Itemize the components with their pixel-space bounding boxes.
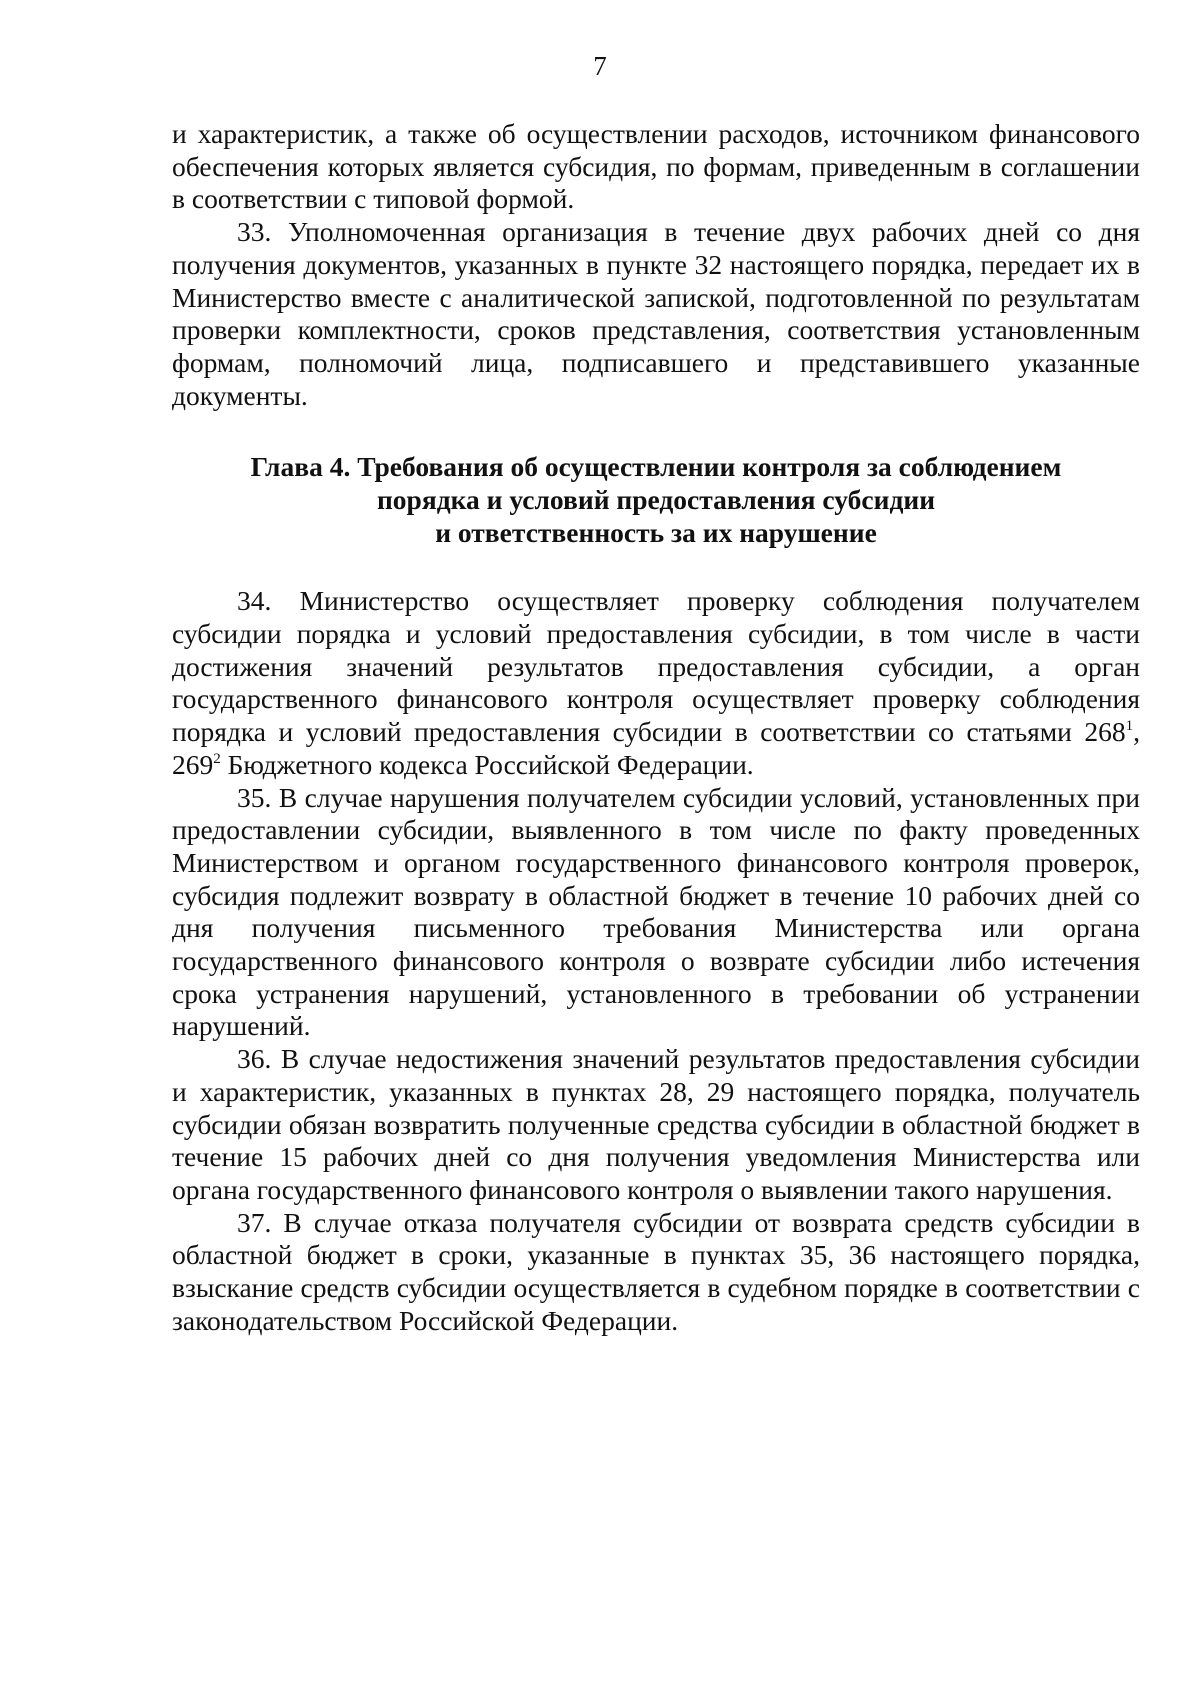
paragraph-continuation: и характеристик, а также об осуществлении расходов, источником финансового обеспечения которых является субсидия, по формам, приведенным в соглашении в соответствии с типовой формой. bbox=[172, 118, 1140, 215]
paragraph-37: 37. В случае отказа получателя субсидии от возврата средств субсидии в областной бюджет в сроки, указанные в пунктах 35, 36 настоящего порядка, взыскание средств субсидии осуществляется в судебном порядке в соответствии с законодательством Российской Федерации. bbox=[172, 1206, 1140, 1336]
paragraph-33: 33. Уполномоченная организация в течение двух рабочих дней со дня получения документов, указанных в пункте 32 настоящего порядка, передает их в Министерство вместе с аналитической запиской, подготовленной по результатам проверки комплектности, сроков представления, соответствия установленным формам, полномочий лица, подписавшего и представившего указанные документы. bbox=[172, 216, 1140, 411]
superscript-268: 1 bbox=[1125, 717, 1134, 734]
chapter-heading-line-3: и ответственность за их нарушение bbox=[435, 517, 877, 549]
document-body bbox=[172, 118, 1140, 1338]
chapter-heading-line-2: порядка и условий предоставления субсидии bbox=[376, 484, 936, 516]
paragraph-34-separator: , 269 bbox=[172, 716, 1140, 780]
chapter-heading-line-1: Глава 4. Требования об осуществлении контроля за соблюдением bbox=[250, 451, 1062, 483]
superscript-269: 2 bbox=[213, 750, 221, 767]
paragraph-34 bbox=[172, 585, 1140, 781]
paragraph-35: 35. В случае нарушения получателем субсидии условий, установленных при предоставлении субсидии, выявленного в том числе по факту проведенных Министерством и органом государственного финансового контроля проверок, субсидия подлежит возврату в областной бюджет в течение 10 рабочих дней со дня получения письменного требования Министерства или органа государственного финансового контроля о возврате субсидии либо истечения срока устранения нарушений, установленного в требовании об устранении нарушений. bbox=[172, 781, 1140, 1042]
chapter-heading bbox=[172, 450, 1140, 549]
page-number: 7 bbox=[593, 51, 607, 81]
paragraph-34-text: 34. Министерство осуществляет проверку соблюдения получателем субсидии порядка и условий предоставления субсидии, в том числе в части достижения значений результатов предоставления субсидии, а орган государственного финансового контроля осуществляет проверку соблюдения порядка и условий предоставления субсидии в соответствии со статьями 268 bbox=[172, 585, 1140, 748]
paragraph-36: 36. В случае недостижения значений результатов предоставления субсидии и характеристик, указанных в пунктах 28, 29 настоящего порядка, получатель субсидии обязан возвратить полученные средства субсидии в областной бюджет в течение 15 рабочих дней со дня получения уведомления Министерства или органа государственного финансового контроля о выявлении такого нарушения. bbox=[172, 1043, 1140, 1205]
paragraph-34-tail: Бюджетного кодекса Российской Федерации. bbox=[220, 748, 754, 780]
